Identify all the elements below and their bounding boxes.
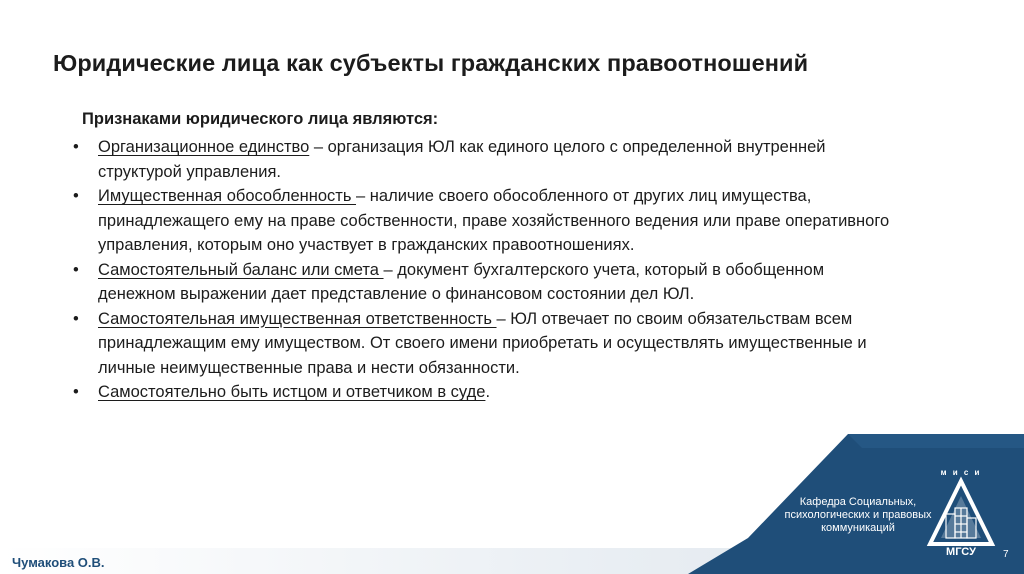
item-text: – организация ЮЛ как единого целого с определенной внутренней структурой управления. xyxy=(98,138,826,181)
svg-text:МГСУ: МГСУ xyxy=(946,546,976,556)
list-item xyxy=(70,258,890,307)
item-term: Самостоятельный баланс или смета xyxy=(98,260,384,279)
list-item xyxy=(70,184,890,258)
item-term: Имущественная обособленность xyxy=(98,187,357,205)
features-list xyxy=(70,135,890,405)
bullet-icon: • xyxy=(73,383,79,401)
list-item xyxy=(70,135,890,184)
svg-text:м и с и: м и с и xyxy=(940,468,982,477)
item-text: – наличие своего обособленного от других лиц имущества, принадлежащего ему на праве собственности, праве хозяйственного ведения или праве оперативного управления, которым оно участвует в гражданских правоотношениях. xyxy=(98,187,890,254)
page-number: 7 xyxy=(1003,549,1009,560)
list-intro: Признаками юридического лица являются: xyxy=(82,110,439,128)
bullet-icon: • xyxy=(73,260,79,279)
bullet-icon: • xyxy=(73,187,79,205)
bullet-icon: • xyxy=(73,309,79,328)
item-term: Самостоятельная имущественная ответственность xyxy=(98,309,497,328)
item-text: – ЮЛ отвечает по своим обязательствам всем принадлежащим ему имуществом. От своего имени приобретать и осуществлять имущественные и личные неимущественные права и нести обязанности. xyxy=(98,309,867,377)
mgsu-logo-icon xyxy=(926,466,996,556)
author-name: Чумакова О.В. xyxy=(12,555,105,570)
item-term: Самостоятельно быть истцом и ответчиком в суде xyxy=(98,383,486,401)
bullet-icon: • xyxy=(73,138,79,156)
list-item xyxy=(70,380,890,405)
item-text: – документ бухгалтерского учета, который в обобщенном денежном выражении дает представление о финансовом состоянии дел ЮЛ. xyxy=(98,260,825,303)
item-term: Организационное единство xyxy=(98,138,310,156)
university-logo xyxy=(926,466,996,556)
department-name: Кафедра Социальных, психологических и правовых коммуникаций xyxy=(784,496,932,534)
slide-title: Юридические лица как субъекты гражданских правоотношений xyxy=(53,50,809,76)
list-item xyxy=(70,307,890,381)
item-text: . xyxy=(485,383,491,401)
